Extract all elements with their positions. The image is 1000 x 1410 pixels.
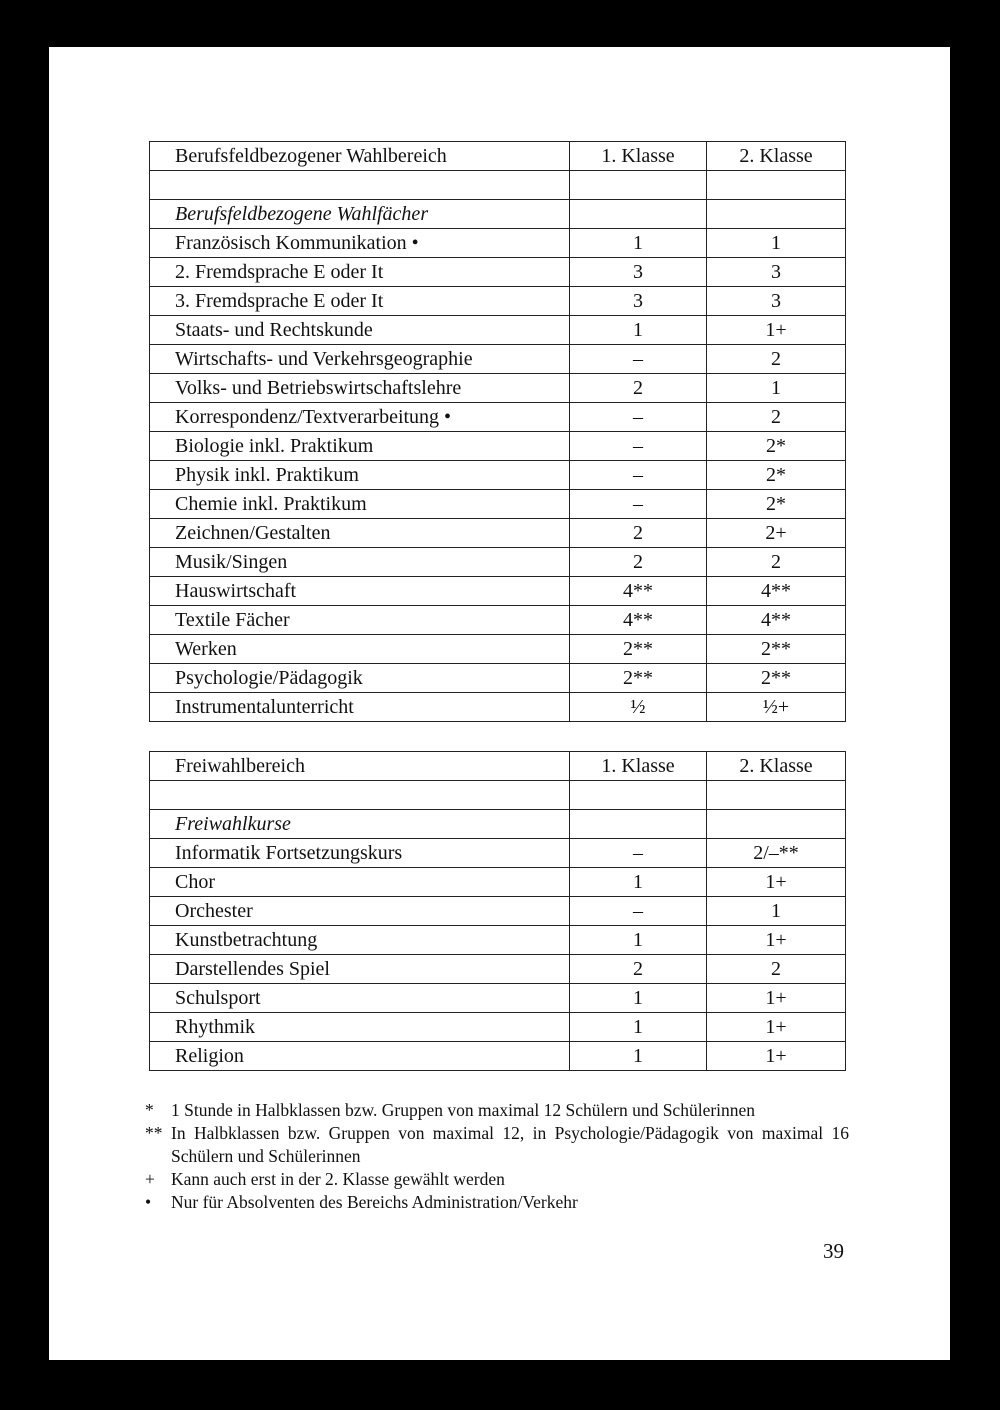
class2-cell: 1+ [707,926,846,955]
footnotes [145,1099,849,1214]
subject-cell: Volks- und Betriebswirtschaftslehre [150,374,570,403]
class1-cell: ½ [570,693,707,722]
freiwahlbereich-table [149,751,846,1071]
class2-cell: 2** [707,664,846,693]
table-row [150,258,846,287]
table-row [150,606,846,635]
subject-cell: Chemie inkl. Praktikum [150,490,570,519]
wahlbereich-table-body [150,142,846,722]
subject-cell: Musik/Singen [150,548,570,577]
footnote-mark: • [145,1192,152,1212]
subject-cell: Textile Fächer [150,606,570,635]
class1-cell: 1 [570,1042,707,1071]
subject-cell: Französisch Kommunikation • [150,229,570,258]
table-header-row [150,752,846,781]
empty-row [150,781,846,810]
class2-cell: 3 [707,287,846,316]
class1-cell: 1 [570,868,707,897]
class2-cell: ½+ [707,693,846,722]
section-title-row [150,200,846,229]
table-row [150,839,846,868]
table-row [150,432,846,461]
footnote-text: 1 Stunde in Halbklassen bzw. Gruppen von maximal 12 Schülern und Schülerinnen [171,1100,756,1120]
table-row [150,635,846,664]
class2-cell: 2* [707,461,846,490]
class1-cell: 2 [570,374,707,403]
table-row [150,548,846,577]
footnote [145,1099,849,1122]
table-row [150,374,846,403]
class1-cell: 3 [570,258,707,287]
section-title: Freiwahlkurse [150,810,570,839]
table-row [150,1013,846,1042]
subject-cell: Biologie inkl. Praktikum [150,432,570,461]
class1-cell: – [570,432,707,461]
wahlbereich-table [149,141,846,722]
table-row [150,897,846,926]
subject-cell: Hauswirtschaft [150,577,570,606]
class2-cell: 4** [707,577,846,606]
footnote-mark: ** [145,1123,163,1143]
class1-cell: 1 [570,229,707,258]
subject-cell: Religion [150,1042,570,1071]
table-row [150,984,846,1013]
table-row [150,868,846,897]
class2-cell: 1+ [707,316,846,345]
class2-cell: 2 [707,403,846,432]
table-row [150,577,846,606]
table-row [150,664,846,693]
class2-cell: 3 [707,258,846,287]
class1-cell: 2 [570,548,707,577]
freiwahlbereich-table-body [150,752,846,1071]
table-row [150,955,846,984]
subject-cell: Kunstbetrachtung [150,926,570,955]
header-class1: 1. Klasse [570,142,707,171]
class1-cell: 2 [570,955,707,984]
header-class2: 2. Klasse [707,752,846,781]
header-subject: Freiwahlbereich [150,752,570,781]
class2-cell: 1+ [707,1042,846,1071]
class2-cell: 2 [707,955,846,984]
class1-cell: – [570,403,707,432]
header-class2: 2. Klasse [707,142,846,171]
footnote-mark: * [145,1100,154,1120]
subject-cell: 2. Fremdsprache E oder It [150,258,570,287]
subject-cell: Schulsport [150,984,570,1013]
class1-cell: 1 [570,1013,707,1042]
footnote [145,1122,849,1168]
class1-cell: – [570,461,707,490]
footnote [145,1168,849,1191]
class1-cell: 1 [570,926,707,955]
class1-cell: – [570,345,707,374]
subject-cell: Zeichnen/Gestalten [150,519,570,548]
class2-cell: 4** [707,606,846,635]
footnote-text: In Halbklassen bzw. Gruppen von maximal 12, in Psychologie/Pädagogik von maximal 16 Schülern und Schülerinnen [171,1123,849,1166]
subject-cell: Orchester [150,897,570,926]
footnote-text: Nur für Absolventen des Bereichs Administration/Verkehr [171,1192,578,1212]
class2-cell: 2/–** [707,839,846,868]
subject-cell: Darstellendes Spiel [150,955,570,984]
footnote-mark: + [145,1169,155,1189]
page-number: 39 [823,1239,844,1263]
table-row [150,926,846,955]
subject-cell: Informatik Fortsetzungskurs [150,839,570,868]
class2-cell: 1 [707,229,846,258]
class2-cell: 2* [707,490,846,519]
footnote-text: Kann auch erst in der 2. Klasse gewählt werden [171,1169,505,1189]
table-row [150,461,846,490]
subject-cell: Werken [150,635,570,664]
table-row [150,519,846,548]
subject-cell: Chor [150,868,570,897]
table-row [150,693,846,722]
table-row [150,287,846,316]
class2-cell: 2 [707,345,846,374]
section-title: Berufsfeldbezogene Wahlfächer [150,200,570,229]
class1-cell: 2** [570,664,707,693]
class2-cell: 1+ [707,984,846,1013]
subject-cell: Wirtschafts- und Verkehrsgeographie [150,345,570,374]
table-row [150,316,846,345]
subject-cell: 3. Fremdsprache E oder It [150,287,570,316]
class1-cell: 2 [570,519,707,548]
class1-cell: 3 [570,287,707,316]
class1-cell: 2** [570,635,707,664]
class2-cell: 2+ [707,519,846,548]
footnote [145,1191,849,1214]
subject-cell: Physik inkl. Praktikum [150,461,570,490]
table-header-row [150,142,846,171]
table-row [150,1042,846,1071]
class2-cell: 1+ [707,1013,846,1042]
subject-cell: Korrespondenz/Textverarbeitung • [150,403,570,432]
class1-cell: – [570,897,707,926]
subject-cell: Psychologie/Pädagogik [150,664,570,693]
subject-cell: Rhythmik [150,1013,570,1042]
header-class1: 1. Klasse [570,752,707,781]
class1-cell: – [570,490,707,519]
class2-cell: 2* [707,432,846,461]
subject-cell: Instrumentalunterricht [150,693,570,722]
table-row [150,403,846,432]
subject-cell: Staats- und Rechtskunde [150,316,570,345]
table-row [150,490,846,519]
table-row [150,345,846,374]
class1-cell: – [570,839,707,868]
table-row [150,229,846,258]
section-title-row [150,810,846,839]
class2-cell: 1 [707,897,846,926]
class2-cell: 1+ [707,868,846,897]
header-subject: Berufsfeldbezogener Wahlbereich [150,142,570,171]
class2-cell: 2** [707,635,846,664]
class2-cell: 1 [707,374,846,403]
class1-cell: 4** [570,606,707,635]
empty-row [150,171,846,200]
document-page [49,47,950,1360]
class1-cell: 1 [570,984,707,1013]
class1-cell: 4** [570,577,707,606]
class1-cell: 1 [570,316,707,345]
class2-cell: 2 [707,548,846,577]
